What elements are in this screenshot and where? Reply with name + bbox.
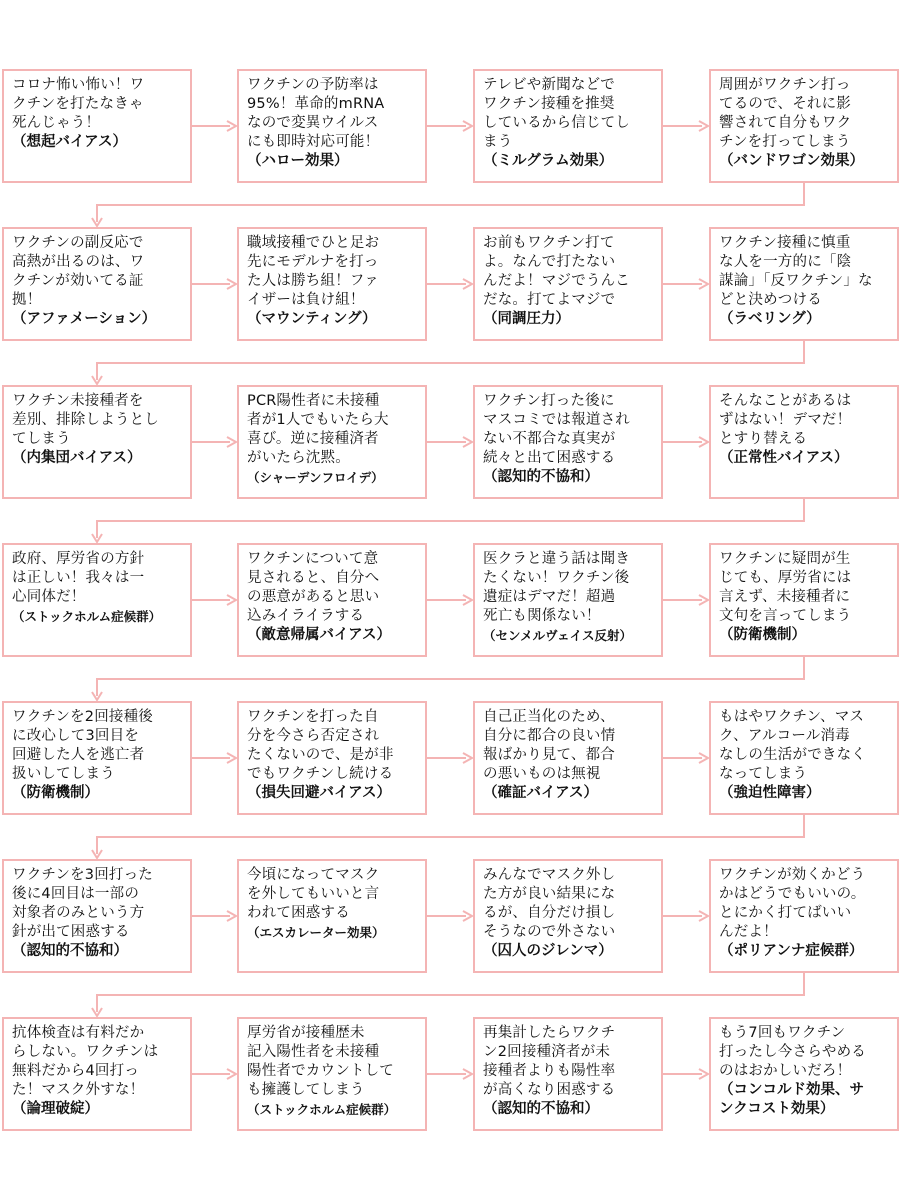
bias-description: 自己正当化のため、 自分に都合の良い情 報ばかり見て、都合 の悪いものは無視 <box>483 709 616 782</box>
bias-box <box>237 543 427 657</box>
bias-box <box>237 385 427 499</box>
bias-box <box>709 543 899 657</box>
arrowhead <box>92 1008 102 1016</box>
bias-box <box>2 701 192 815</box>
bias-box <box>2 69 192 183</box>
bias-label: （想起バイアス） <box>12 134 127 150</box>
bias-box <box>709 701 899 815</box>
bias-label: （バンドワゴン効果） <box>719 153 864 169</box>
arrow-wrap <box>97 183 804 222</box>
arrowhead <box>463 753 472 763</box>
bias-label: （確証バイアス） <box>483 785 598 801</box>
arrowhead <box>227 437 236 447</box>
arrowhead <box>227 121 236 131</box>
bias-box <box>473 701 663 815</box>
bias-label: （エスカレーター効果） <box>247 925 385 940</box>
bias-description: ワクチンを2回接種後 に改心して3回目を 回避した人を逃亡者 扱いしてしまう <box>12 709 153 782</box>
arrowhead <box>227 595 236 605</box>
bias-description: ワクチン打った後に マスコミでは報道され ない不都合な真実が 続々と出て困惑する <box>483 393 630 466</box>
bias-description: ワクチンの予防率は 95%！革命的mRNA なので変異ウイルス にも即時対応可能！ <box>247 77 385 150</box>
bias-description: ワクチンを3回打った 後に4回目は一部の 対象者のみという方 針が出て困惑する <box>12 867 153 940</box>
arrowhead <box>699 595 708 605</box>
arrowhead <box>463 1069 472 1079</box>
arrow-wrap <box>97 973 804 1012</box>
arrowhead <box>227 911 236 921</box>
bias-description: お前もワクチン打て よ。なんで打たない んだよ！マジでうんこ だな。打てよマジで <box>483 235 630 308</box>
bias-box <box>237 227 427 341</box>
bias-description: 医クラと違う話は聞き たくない！ワクチン後 遺症はデマだ！超過 死亡も関係ない！ <box>483 551 630 624</box>
arrowhead <box>699 279 708 289</box>
arrowhead <box>699 911 708 921</box>
arrowhead <box>463 911 472 921</box>
bias-description: ワクチンについて意 見されると、自分へ の悪意があると思い 込みイライラする <box>247 551 380 624</box>
bias-box <box>2 543 192 657</box>
bias-label: （認知的不協和） <box>483 1101 599 1117</box>
bias-description: ワクチンに疑問が生 じても、厚労省には 言えず、未接種者に 文句を言ってしまう <box>719 551 852 624</box>
bias-description: 今頃になってマスク を外してもいいと言 われて困惑する <box>247 867 380 921</box>
bias-description: 厚労省が接種歴未 記入陽性者を未接種 陽性者でカウントして も擁護してしまう <box>247 1025 394 1098</box>
bias-description: ワクチン接種に慎重 な人を一方的に「陰 謀論」「反ワクチン」な どと決めつける <box>719 235 873 308</box>
bias-box <box>709 859 899 973</box>
arrowhead <box>92 850 102 858</box>
arrowhead <box>92 692 102 700</box>
arrowhead <box>463 121 472 131</box>
arrowhead <box>92 534 102 542</box>
bias-box <box>473 69 663 183</box>
bias-description: 周囲がワクチン打っ てるので、それに影 響されて自分もワク チンを打ってしまう <box>719 77 852 150</box>
arrowhead <box>463 437 472 447</box>
arrow-wrap <box>97 657 804 696</box>
bias-label: （ミルグラム効果） <box>483 153 614 169</box>
bias-label: （ラベリング） <box>719 311 821 327</box>
bias-description: テレビや新聞などで ワクチン接種を推奨 しているから信じてし まう <box>483 77 630 150</box>
bias-description: ワクチン未接種者を 差別、排除しようとし てしまう <box>12 393 159 447</box>
bias-label: （敵意帰属バイアス） <box>247 627 391 643</box>
bias-description: みんなでマスク外し た方が良い結果にな るが、自分だけ損し そうなので外さない <box>483 867 616 940</box>
bias-label: （マウンティング） <box>247 311 377 327</box>
bias-label: （防衛機制） <box>719 627 806 643</box>
bias-box <box>2 859 192 973</box>
bias-box <box>237 859 427 973</box>
bias-description: PCR陽性者に未接種 者が1人でもいたら大 喜び。逆に接種済者 がいたら沈黙。 <box>247 393 389 466</box>
bias-label: （ストックホルム症候群） <box>12 609 162 624</box>
arrowhead <box>463 595 472 605</box>
bias-description: 再集計したらワクチ ン2回接種済者が未 接種者よりも陽性率 が高くなり困惑する <box>483 1025 616 1098</box>
bias-label: （損失回避バイアス） <box>247 785 391 801</box>
bias-label: （防衛機制） <box>12 785 99 801</box>
bias-label: （ポリアンナ症候群） <box>719 943 864 959</box>
arrowhead <box>699 121 708 131</box>
bias-box <box>2 385 192 499</box>
bias-box <box>473 859 663 973</box>
bias-label: （論理破綻） <box>12 1101 99 1117</box>
bias-description: 政府、厚労省の方針 は正しい！我々は一 心同体だ！ <box>12 551 145 605</box>
bias-label: （ハロー効果） <box>247 153 349 169</box>
bias-box <box>473 543 663 657</box>
bias-box <box>2 1017 192 1131</box>
bias-box <box>237 1017 427 1131</box>
bias-box <box>473 1017 663 1131</box>
bias-description: もう7回もワクチン 打ったし今さらやめる のはおかしいだろ！ <box>719 1025 866 1079</box>
bias-label: （コンコルド効果、サ ンクコスト効果） <box>719 1082 864 1117</box>
bias-label: （認知的不協和） <box>483 469 599 485</box>
bias-box <box>473 227 663 341</box>
bias-description: コロナ怖い怖い！ワ クチンを打たなきゃ 死んじゃう！ <box>12 77 145 131</box>
bias-label: （認知的不協和） <box>12 943 128 959</box>
bias-label: （正常性バイアス） <box>719 450 849 466</box>
bias-box <box>473 385 663 499</box>
bias-label: （強迫性障害） <box>719 785 821 801</box>
bias-label: （アファメーション） <box>12 311 157 327</box>
bias-box <box>709 385 899 499</box>
arrowhead <box>227 279 236 289</box>
bias-description: 抗体検査は有料だか らしない。ワクチンは 無料だから4回打っ た！マスク外すな！ <box>12 1025 159 1098</box>
arrowhead <box>699 753 708 763</box>
bias-box <box>2 227 192 341</box>
arrowhead <box>227 753 236 763</box>
arrowhead <box>92 376 102 384</box>
bias-description: ワクチンが効くかどう かはどうでもいいの。 とにかく打てばいい んだよ！ <box>719 867 866 940</box>
bias-label: （ストックホルム症候群） <box>247 1102 397 1117</box>
bias-box <box>237 701 427 815</box>
bias-box <box>709 227 899 341</box>
arrow-wrap <box>97 341 804 380</box>
bias-description: 職域接種でひと足お 先にモデルナを打っ た人は勝ち組！ファ イザーは負け組！ <box>247 235 380 308</box>
arrowhead <box>699 1069 708 1079</box>
bias-label: （同調圧力） <box>483 311 570 327</box>
bias-label: （センメルヴェイス反射） <box>483 628 633 643</box>
arrowhead <box>92 218 102 226</box>
bias-label: （内集団バイアス） <box>12 450 142 466</box>
arrowhead <box>227 1069 236 1079</box>
bias-box <box>237 69 427 183</box>
bias-label: （囚人のジレンマ） <box>483 943 613 959</box>
bias-description: ワクチンの副反応で 高熱が出るのは、ワ クチンが効いてる証 拠！ <box>12 235 145 308</box>
bias-box <box>709 69 899 183</box>
bias-description: ワクチンを打った自 分を今さら否定され たくないので、是が非 でもワクチンし続ける <box>247 709 394 782</box>
arrowhead <box>463 279 472 289</box>
bias-box <box>709 1017 899 1131</box>
arrow-wrap <box>97 815 804 854</box>
bias-description: もはやワクチン、マス ク、アルコール消毒 なしの生活ができなく なってしまう <box>719 709 866 782</box>
arrowhead <box>699 437 708 447</box>
arrow-wrap <box>97 499 804 538</box>
bias-label: （シャーデンフロイデ） <box>247 470 384 485</box>
bias-description: そんなことがあるは ずはない！デマだ！ とすり替える <box>719 393 852 447</box>
